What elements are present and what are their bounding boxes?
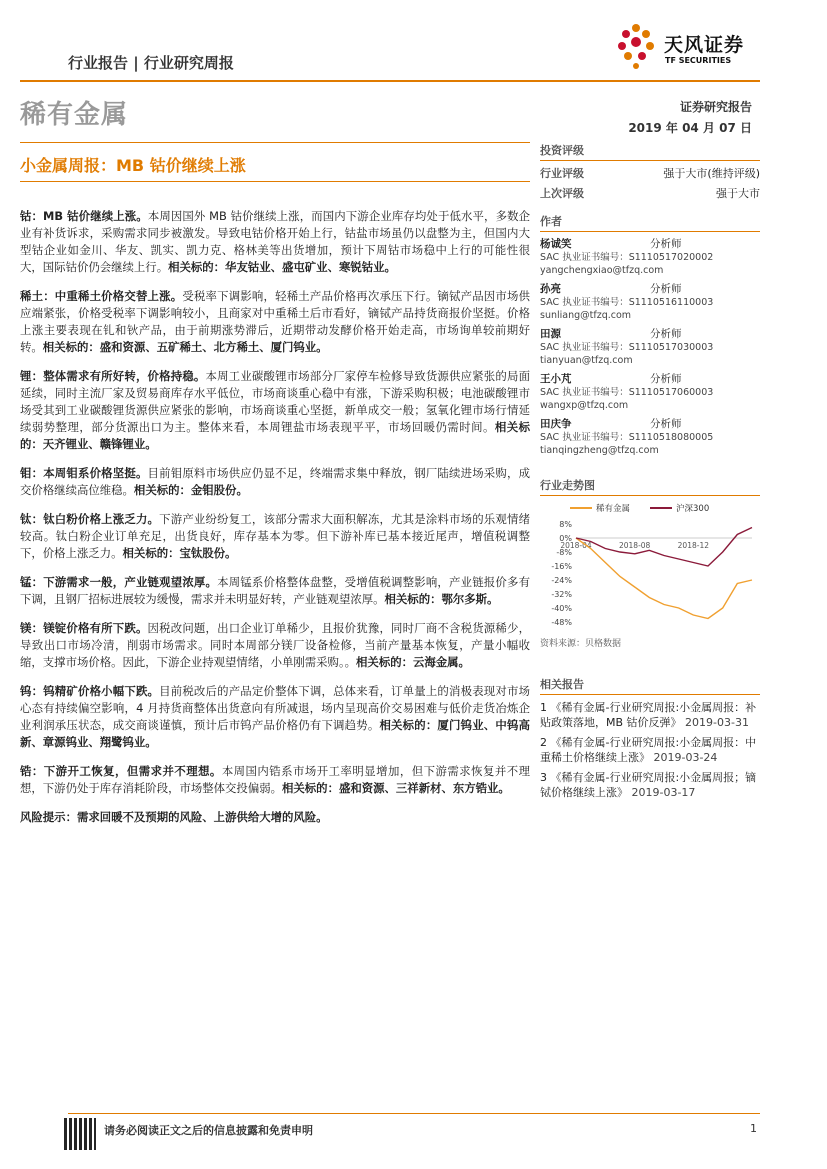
y-tick-label: 0% [559,534,572,543]
chart-heading: 行业走势图 [540,477,760,496]
legend-label: 稀有金属 [596,504,631,514]
page-number: 1 [750,1122,757,1135]
footer-divider [68,1113,760,1114]
report-category: 行业报告 | 行业研究周报 [68,54,234,72]
rating-heading: 投资评级 [540,142,760,161]
rating-section [540,142,760,201]
para-tungsten: 钨：钨精矿价格小幅下跌。目前税改后的产品定价整体下调，总体来看，订单量上的消极表现对市场心态有持续偏空影响，4 月持货商整体出货意向有所减退，场内呈现高价交易困难与低价走货冶炼企业利润承压状态，成交商谈谨慎，预计后市钨产品价格仍有下调趋势。相关标的：厦门钨业、中钨高新、章源钨业、翔鹭钨业。 [20,684,530,749]
chart-source: 资料来源：贝格数据 [540,639,622,649]
para-manganese: 锰：下游需求一般，产业链观望浓厚。本周锰系价格整体盘整，受增值税调整影响，产业链报价多有下调，且钢厂招标进展较为缓慢，需求并未明显好转，产业链观望浓厚。相关标的：鄂尔多斯。 [20,575,530,606]
logo-name: 天风证券 [664,34,745,56]
footer-disclaimer: 请务必阅读正文之后的信息披露和免责申明 [104,1124,313,1137]
author-item: 王小芃 分析师 SAC 执业证书编号：S1110517060003 wangxp@tfzq.com [540,373,714,411]
authors-section [540,213,760,457]
report-body [20,208,530,838]
related-heading: 相关报告 [540,676,760,695]
y-tick-label: -8% [556,548,572,557]
sector-title: 稀有金属 [20,100,129,130]
report-title: 小金属周报：MB 钴价继续上涨 [20,156,246,175]
industry-rating-value: 强于大市(维持评级) [663,167,760,180]
para-titanium: 钛：钛白粉价格上涨乏力。下游产业纷纷复工，该部分需求大面积解冻，尤其是涂料市场的乐观情绪较高。钛白粉企业订单充足，出货良好，库存基本为零。但下游补库已基本接近尾声，增值税调整下，价格上涨乏力。相关标的：宝钛股份。 [20,512,530,560]
para-molybdenum: 钼：本周钼系价格坚挺。目前钼原料市场供应仍显不足，终端需求集中释放，钢厂陆续进场采购，成交价格继续高位维稳。相关标的：金钼股份。 [20,466,530,497]
trend-chart [540,500,760,630]
report-date: 2019 年 04 月 07 日 [628,121,752,135]
para-rare-earth: 稀土：中重稀土价格交替上涨。受税率下调影响，轻稀土产品价格再次承压下行。镝铽产品因市场供应端紧张，价格受税率下调影响较小，且商家对中重稀土后市看好，镝铽产品持货商报价坚挺。价格上涨主要表现在钆和钬产品，由于前期涨势滞后，近期带动发酵价格开始走高，市场询单较前期好转。相关标的：盛和资源、五矿稀土、北方稀土、厦门钨业。 [20,289,530,354]
legend-label: 沪深300 [676,504,710,514]
related-report-item[interactable]: 3 《稀有金属-行业研究周报:小金属周报；镝铽价格继续上涨》 2019-03-17 [540,771,757,799]
y-tick-label: -24% [551,576,572,585]
x-tick-label: 2018-12 [677,541,710,550]
last-rating-row [540,185,760,201]
author-item: 孙亮 分析师 SAC 执业证书编号：S1110516110003 sunliang@tfzq.com [540,283,714,321]
logo-english: TF SECURITIES [665,56,732,65]
y-tick-label: 8% [559,520,572,529]
x-tick-label: 2018-08 [618,541,651,550]
industry-rating-row [540,165,760,181]
logo-icon [612,22,660,70]
para-cobalt: 钴：MB 钴价继续上涨。本周因国外 MB 钴价继续上涨，而国内下游企业库存均处于低水平，多数企业有补货诉求，采购需求同步被激发。导致电钴价格开始上行，钴盐市场虽仍以盘整为主，但国内大型钴企业如金川、华友、凯实、凯力克、格林美等出货增加，预计下周钴市场稳中上行的可能性很大，国际钴价仍会继续上行。相关标的：华友钴业、盛屯矿业、寒锐钴业。 [20,209,530,274]
x-tick-label: 2018-04 [560,541,592,550]
last-rating-value: 强于大市 [716,187,760,200]
authors-heading: 作者 [540,213,760,232]
header-divider [20,80,760,82]
related-report-item[interactable]: 2 《稀有金属-行业研究周报:小金属周报：中重稀土价格继续上涨》 2019-03-24 [540,736,757,764]
author-item: 田源 分析师 SAC 执业证书编号：S1110517030003 tianyuan@tfzq.com [540,328,714,366]
qr-code-icon [64,1118,96,1150]
author-item: 田庆争 分析师 SAC 执业证书编号：S1110518080005 tianqingzheng@tfzq.com [540,418,714,456]
y-tick-label: -40% [551,604,572,613]
y-tick-label: -48% [551,618,572,627]
last-rating-label: 上次评级 [540,187,584,200]
y-tick-label: -16% [551,562,572,571]
series-line [576,538,752,619]
y-tick-label: -32% [551,590,572,599]
para-risk: 风险提示：需求回暖不及预期的风险、上游供给大增的风险。 [20,810,328,824]
industry-rating-label: 行业评级 [540,167,584,180]
para-zirconium: 锆：下游开工恢复，但需求并不理想。本周国内锆系市场开工率明显增加，但下游需求恢复并不理想，下游仍处于库存消耗阶段，市场整体交投偏弱。相关标的：盛和资源、三祥新材、东方锆业。 [20,764,530,795]
author-item: 杨诚笑 分析师 SAC 执业证书编号：S1110517020002 yangchengxiao@tfzq.com [540,238,714,276]
title-divider-top [20,142,530,143]
para-lithium: 锂：整体需求有所好转，价格持稳。本周工业碳酸锂市场部分厂家停车检修导致货源供应紧张的局面延续，同时主流厂家及贸易商库存水平低位，市场商谈重心稳中有涨，下游采购积极；电池碳酸锂市场受其到工业碳酸锂货源供应紧张的影响，市场商谈重心坚挺，新单成交一般；氢氧化锂市场行情延续弱势整理，部分货源出口为主。整体来看，本周锂盐市场表现平平，市场回暖仍需时间。相关标的：天齐锂业、赣锋锂业。 [20,369,530,451]
para-magnesium: 镁：镁锭价格有所下跌。因税改问题，出口企业订单稀少，且报价犹豫，同时厂商不含税货源稀少，导致出口市场冷清，削弱市场需求。同时本周部分镁厂设备检修，当前产量基本恢复，产量小幅收缩，支撑市场价格。因此，下游企业持观望情绪，小单刚需采购。。相关标的：云海金属。 [20,621,530,669]
report-type: 证券研究报告 [679,100,752,114]
title-divider-bottom [20,181,530,182]
related-report-item[interactable]: 1 《稀有金属-行业研究周报:小金属周报：补贴政策落地，MB 钴价反弹》 2019-03-31 [540,701,757,729]
chart-section [540,477,760,649]
related-section [540,676,760,800]
company-logo [612,22,762,72]
